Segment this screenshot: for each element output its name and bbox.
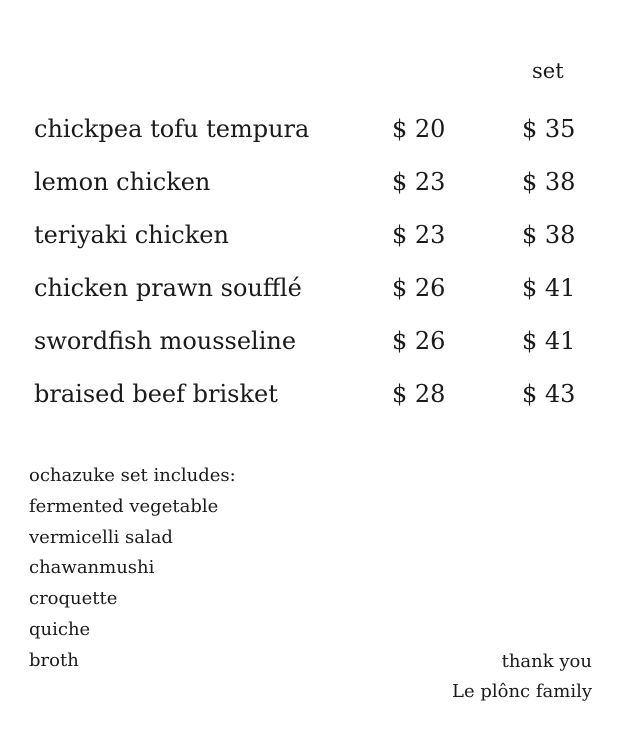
dish-price: $ 23 bbox=[392, 168, 446, 196]
dish-name: lemon chicken bbox=[34, 168, 211, 196]
signoff-thanks: thank you bbox=[501, 651, 592, 672]
menu-row bbox=[34, 112, 614, 165]
dish-name: chickpea tofu tempura bbox=[34, 115, 310, 143]
menu-row bbox=[34, 324, 614, 377]
includes-item: chawanmushi bbox=[29, 557, 155, 579]
signoff bbox=[452, 647, 592, 707]
includes-heading: ochazuke set includes: bbox=[29, 465, 236, 486]
menu-row bbox=[34, 165, 614, 218]
dish-price: $ 28 bbox=[392, 380, 446, 408]
dish-name: swordfish mousseline bbox=[34, 327, 297, 355]
set-includes bbox=[29, 461, 236, 677]
includes-item: quiche bbox=[29, 618, 91, 640]
set-price: $ 38 bbox=[522, 221, 576, 249]
includes-item: croquette bbox=[29, 588, 118, 610]
includes-item: broth bbox=[29, 649, 79, 671]
set-column-header: set bbox=[532, 59, 564, 83]
menu-row bbox=[34, 271, 614, 324]
dish-name: braised beef brisket bbox=[34, 380, 278, 408]
set-price: $ 43 bbox=[522, 380, 576, 408]
set-price: $ 41 bbox=[522, 274, 576, 302]
dish-price: $ 20 bbox=[392, 115, 446, 143]
dish-name: teriyaki chicken bbox=[34, 221, 229, 249]
set-price: $ 35 bbox=[522, 115, 576, 143]
signoff-family: Le plônc family bbox=[452, 681, 592, 702]
dish-price: $ 26 bbox=[392, 327, 446, 355]
includes-item: fermented vegetable bbox=[29, 495, 219, 517]
dish-price: $ 26 bbox=[392, 274, 446, 302]
set-price: $ 41 bbox=[522, 327, 576, 355]
menu-row bbox=[34, 218, 614, 271]
set-price: $ 38 bbox=[522, 168, 576, 196]
menu-row bbox=[34, 377, 614, 430]
menu-list bbox=[34, 112, 614, 430]
dish-name: chicken prawn soufflé bbox=[34, 274, 302, 302]
includes-item: vermicelli salad bbox=[29, 526, 173, 548]
dish-price: $ 23 bbox=[392, 221, 446, 249]
